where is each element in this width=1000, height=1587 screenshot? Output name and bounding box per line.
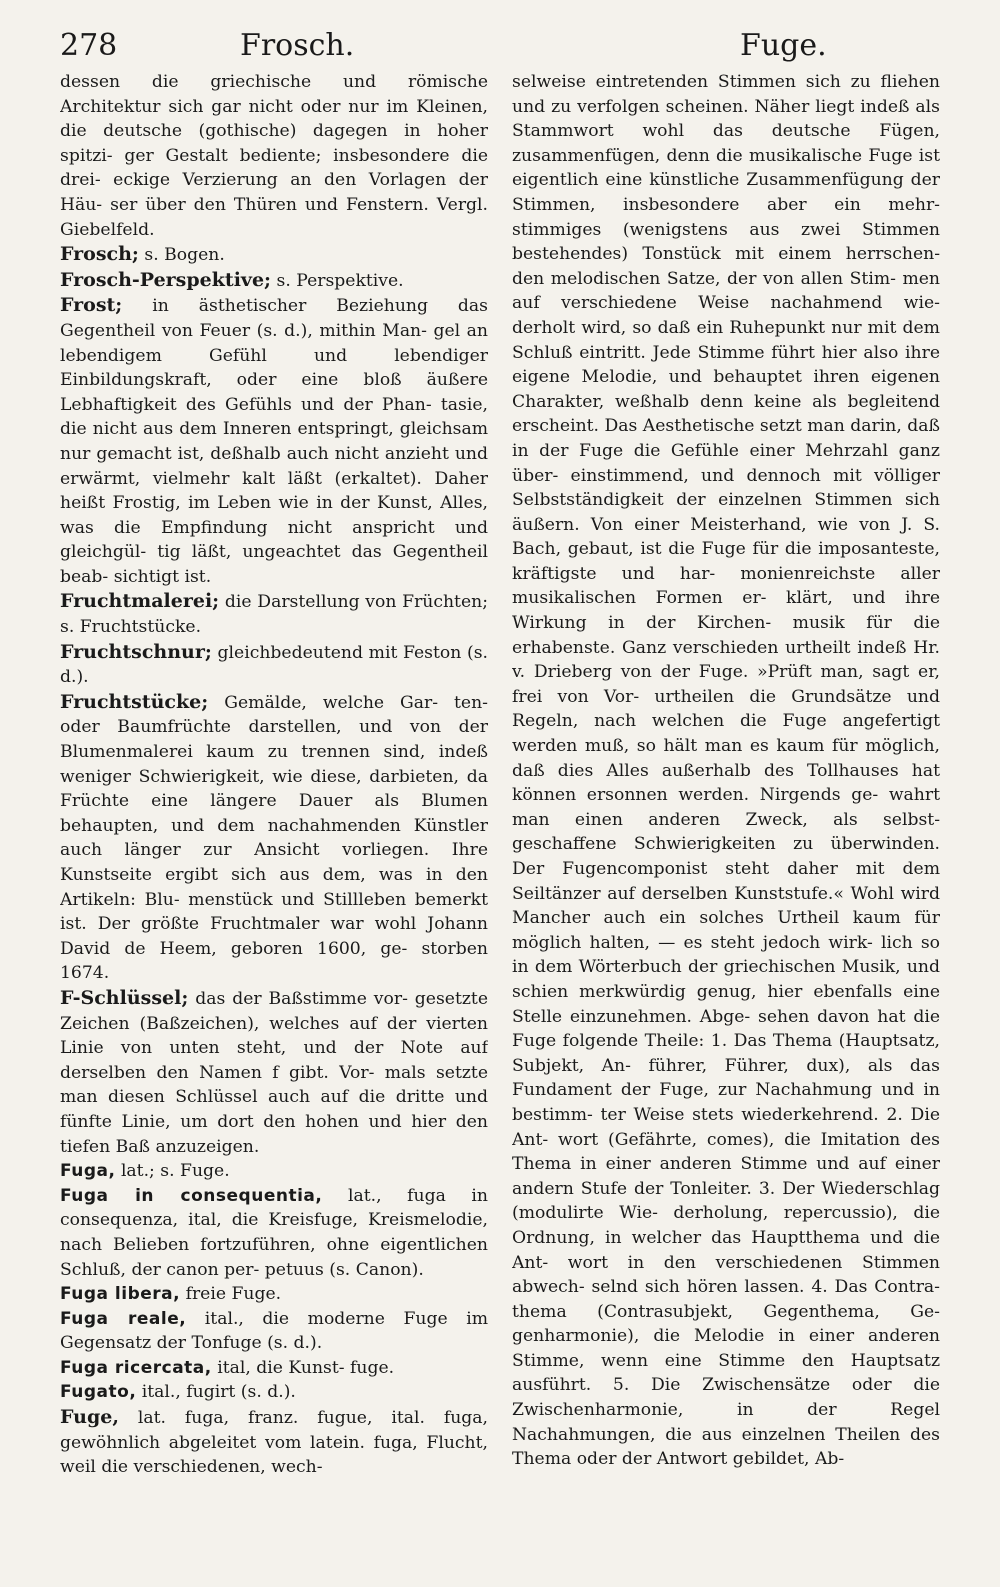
header-left-word: Frosch. bbox=[240, 28, 355, 63]
entry-lemma: Fuga ricercata, bbox=[60, 1357, 212, 1378]
page-number: 278 bbox=[60, 28, 118, 63]
left-column bbox=[60, 70, 488, 1570]
entry-fruchtmalerei bbox=[60, 589, 488, 639]
entry-fuga-ricercata bbox=[60, 1356, 488, 1381]
entry-lemma: Fruchtmalerei; bbox=[60, 590, 220, 613]
entry-lemma: Frost; bbox=[60, 294, 123, 317]
entry-frosch bbox=[60, 242, 488, 268]
entry-frosch-perspektive bbox=[60, 268, 488, 294]
entry-text: ital, die Kunst- fuge. bbox=[217, 1357, 395, 1378]
entry-fuga-reale bbox=[60, 1307, 488, 1356]
entry-fuga-libera bbox=[60, 1282, 488, 1307]
entry-lemma: Fuga in consequentia, bbox=[60, 1185, 323, 1206]
entry-frost bbox=[60, 293, 488, 589]
entry-text: die Darstellung von Früchten; s. Fruchtstücke. bbox=[60, 592, 488, 638]
entry-text: lat. fuga, franz. fugue, ital. fuga, gewöhnlich abgeleitet vom latein. fuga, Flucht, weil die verschiedenen, wech- bbox=[60, 1408, 488, 1478]
entry-fuge-continuation bbox=[512, 70, 940, 1472]
entry-text: das der Baßstimme vor- gesetzte Zeichen (Baßzeichen), welches auf der vierten Linie von unten steht, und der Note auf derselben den Namen f gibt. Vor- mals setzte man diesen Schlüssel auch auf die dritte und fünfte Linie, um dort den hohen und hier den tiefen Baß anzuzeigen. bbox=[60, 988, 488, 1157]
entry-lemma: F-Schlüssel; bbox=[60, 986, 189, 1009]
entry-fuga-in-consequentia bbox=[60, 1184, 488, 1282]
entry-text: Gemälde, welche Gar- ten- oder Baumfrüchte darstellen, und von der Blumenmalerei kaum zu trennen sind, indeß weniger Schwierigkeit, wie diese, darbieten, da Früchte eine längere Dauer als Blumen behaupten, und dem nachahmenden Künstler auch länger zur Ansicht vorliegen. Ihre Kunstseite ergibt sich aus dem, was in den Artikeln: Blu- menstück und Stillleben bemerkt ist. Der größte Fruchtmaler war wohl Johann David de Heem, geboren 1600, ge- storben 1674. bbox=[60, 692, 488, 984]
entry-lemma: Fuge, bbox=[60, 1406, 119, 1429]
entry-text: dessen die griechische und römische Architektur sich gar nicht oder nur im Kleinen, die deutsche (gothische) dagegen in hoher spitzi- ger Gestalt bediente; insbesondere die drei- eckige Verzierung an den Vorlagen der Häu- ser über den Thüren und Fenstern. Vergl. Giebelfeld. bbox=[60, 72, 488, 240]
entry-text: freie Fuge. bbox=[185, 1284, 282, 1305]
entry-fruchtstuecke bbox=[60, 690, 488, 986]
entry-lemma: Fugato, bbox=[60, 1382, 137, 1403]
entry-text: s. Bogen. bbox=[144, 245, 225, 266]
page-header bbox=[60, 22, 940, 68]
entry-text: ital., fugirt (s. d.). bbox=[141, 1382, 296, 1403]
entry-lemma: Fruchtstücke; bbox=[60, 690, 209, 713]
entry-text: in ästhetischer Beziehung das Gegentheil von Feuer (s. d.), mithin Man- gel an lebendigem Gefühl und lebendiger Einbildungskraft, oder eine bloß äußere Lebhaftigkeit des Gefühls und der Phan- tasie, die nicht aus dem Inneren entspringt, gleichsam nur gemacht ist, deßhalb auch nicht anzieht und erwärmt, vielmehr kalt läßt (erkaltet). Daher heißt Frostig, im Leben wie in der Kunst, Alles, was die Empfindung nicht anspricht und gleichgül- tig läßt, ungeachtet das Gegentheil beab- sichtigt ist. bbox=[60, 296, 488, 587]
entry-continuation bbox=[60, 70, 488, 242]
entry-fugato bbox=[60, 1380, 488, 1405]
right-column bbox=[512, 70, 940, 1570]
entry-lemma: Frosch; bbox=[60, 243, 139, 266]
entry-text: gleichbedeutend mit Feston (s. d.). bbox=[60, 642, 488, 688]
entry-lemma: Fuga libera, bbox=[60, 1284, 181, 1305]
entry-fruchtschnur bbox=[60, 640, 488, 690]
entry-text: s. Perspektive. bbox=[276, 270, 404, 291]
header-right-word: Fuge. bbox=[740, 28, 827, 63]
entry-text: lat., fuga in consequenza, ital, die Kreisfuge, Kreismelodie, nach Belieben fortzuführen, ohne eigentlichen Schluß, der canon per- petuus (s. Canon). bbox=[60, 1185, 488, 1280]
entry-text: ital., die moderne Fuge im Gegensatz der Tonfuge (s. d.). bbox=[60, 1308, 488, 1354]
entry-f-schluessel bbox=[60, 986, 488, 1159]
entry-lemma: Fruchtschnur; bbox=[60, 640, 212, 663]
entry-lemma: Frosch-Perspektive; bbox=[60, 268, 272, 291]
entry-lemma: Fuga, bbox=[60, 1161, 116, 1182]
entry-text: lat.; s. Fuge. bbox=[120, 1161, 230, 1182]
entry-fuge bbox=[60, 1405, 488, 1480]
entry-lemma: Fuga reale, bbox=[60, 1308, 187, 1329]
entry-text: selweise eintretenden Stimmen sich zu fliehen und zu verfolgen scheinen. Näher liegt indeß als Stammwort wohl das deutsche Fügen, zusammenfügen, denn die musikalische Fuge ist eigentlich eine künstliche Zusammenfügung der Stimmen, insbesondere aber ein mehr- stimmiges (wenigstens aus zwei Stimmen bestehendes) Tonstück mit einem herrschen- den melodischen Satze, der von allen Stim- men auf verschiedene Weise nachahmend wie- derholt wird, so daß ein Ruhepunkt nur mit dem Schluß eintritt. Jede Stimme führt hier also ihre eigene Melodie, und behauptet ihren eigenen Charakter, weßhalb denn keine als begleitend erscheint. Das Aesthetische setzt man darin, daß in der Fuge die Gefühle einer Mehrzahl ganz über- einstimmend, und dennoch mit völliger Selbstständigkeit der einzelnen Stimmen sich äußern. Von einer Meisterhand, wie von J. S. Bach, gebaut, ist die Fuge für die imposanteste, kräftigste und har- monienreichste aller musikalischen Formen er- klärt, und ihre Wirkung in der Kirchen- musik für die erhabenste. Ganz verschieden urtheilt indeß Hr. v. Drieberg von der Fuge. »Prüft man, sagt er, frei von Vor- urtheilen die Grundsätze und Regeln, nach welchen die Fuge angefertigt werden muß, so hält man es kaum für möglich, daß dies Alles außerhalb des Tollhauses hat können ersonnen werden. Nirgends ge- wahrt man einen anderen Zweck, als selbst- geschaffene Schwierigkeiten zu überwinden. Der Fugencomponist steht daher mit dem Seiltänzer auf derselben Kunststufe.« Wohl wird Mancher auch ein solches Urtheil kaum für möglich halten, — es steht jedoch wirk- lich so in dem Wörterbuch der griechischen Musik, und schien merkwürdig genug, hier ebenfalls eine Stelle einzunehmen. Abge- sehen davon hat die Fuge folgende Theile: 1. Das Thema (Hauptsatz, Subjekt, An- führer, Führer, dux), als das Fundament der Fuge, zur Nachahmung und in bestimm- ter Weise stets wiederkehrend. 2. Die Ant- wort (Gefährte, comes), die Imitation des Thema in einer anderen Stimme und auf einer andern Stufe der Tonleiter. 3. Der Wiederschlag (modulirte Wie- derholung, repercussio), die Ordnung, in welcher das Hauptthema und die Ant- wort in den verschiedenen Stimmen abwech- selnd sich hören lassen. 4. Das Contra- thema (Contrasubjekt, Gegenthema, Ge- genharmonie), die Melodie in einer anderen Stimme, wenn eine Stimme den Hauptsatz ausführt. 5. Die Zwischensätze oder die Zwischenharmonie, in der Regel Nachahmungen, die aus einzelnen Theilen des Thema oder der Antwort gebildet, Ab- bbox=[512, 72, 940, 1470]
entry-fuga bbox=[60, 1159, 488, 1184]
